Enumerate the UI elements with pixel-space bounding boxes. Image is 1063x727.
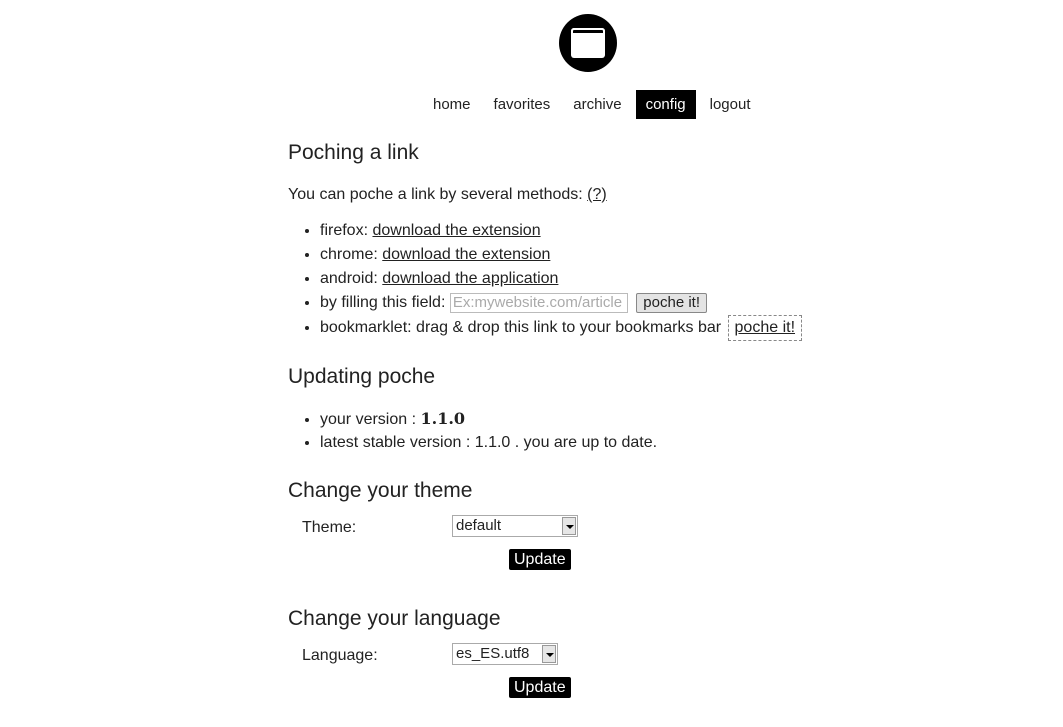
- method-bookmarklet: [320, 315, 802, 339]
- poching-methods-list: [288, 219, 802, 339]
- version-value: 1.1.0: [420, 409, 466, 428]
- theme-update-button[interactable]: Update: [509, 549, 571, 570]
- method-field: [320, 291, 802, 315]
- field-label: by filling this field:: [320, 294, 446, 311]
- android-app-link[interactable]: download the application: [382, 270, 559, 287]
- window-glyph: [571, 28, 605, 58]
- language-select[interactable]: [452, 643, 558, 665]
- your-version-item: [320, 407, 657, 431]
- theme-selected-value: default: [456, 517, 502, 534]
- chrome-extension-link[interactable]: download the extension: [382, 246, 551, 263]
- poching-intro-text: You can poche a link by several methods:: [288, 186, 583, 203]
- nav-archive[interactable]: archive: [573, 96, 622, 113]
- nav-logout[interactable]: logout: [709, 96, 751, 113]
- method-firefox: [320, 219, 802, 243]
- language-selected-value: es_ES.utf8: [456, 645, 530, 662]
- poche-it-button[interactable]: poche it!: [636, 293, 707, 313]
- latest-version-item: [320, 431, 657, 455]
- poche-logo-icon[interactable]: [559, 14, 617, 72]
- language-label: Language:: [302, 647, 378, 664]
- theme-select[interactable]: [452, 515, 578, 537]
- help-link[interactable]: (?): [587, 186, 607, 203]
- chevron-down-icon[interactable]: [562, 517, 576, 535]
- theme-label: Theme:: [302, 519, 357, 536]
- android-label: android:: [320, 270, 378, 287]
- version-label: your version :: [320, 411, 417, 428]
- updating-list: [288, 407, 657, 455]
- method-chrome: [320, 243, 802, 267]
- bookmarklet-label: bookmarklet: drag & drop this link to your bookmarks bar: [320, 319, 722, 336]
- main-nav: [424, 90, 765, 119]
- language-update-button[interactable]: Update: [509, 677, 571, 698]
- chrome-label: chrome:: [320, 246, 378, 263]
- firefox-extension-link[interactable]: download the extension: [372, 222, 541, 239]
- bookmarklet-link[interactable]: poche it!: [728, 315, 802, 341]
- theme-title: Change your theme: [288, 479, 473, 502]
- chevron-down-icon[interactable]: [542, 645, 556, 663]
- nav-home[interactable]: home: [433, 96, 471, 113]
- language-title: Change your language: [288, 607, 501, 630]
- poching-title: Poching a link: [288, 141, 419, 164]
- nav-favorites[interactable]: favorites: [493, 96, 551, 113]
- poching-intro: [288, 186, 607, 204]
- updating-title: Updating poche: [288, 365, 436, 388]
- latest-version-text: latest stable version : 1.1.0 . you are up to date.: [320, 434, 658, 451]
- nav-config[interactable]: config: [636, 90, 696, 119]
- firefox-label: firefox:: [320, 222, 369, 239]
- method-android: [320, 267, 802, 291]
- window-bar: [571, 28, 605, 35]
- url-input[interactable]: [450, 293, 628, 313]
